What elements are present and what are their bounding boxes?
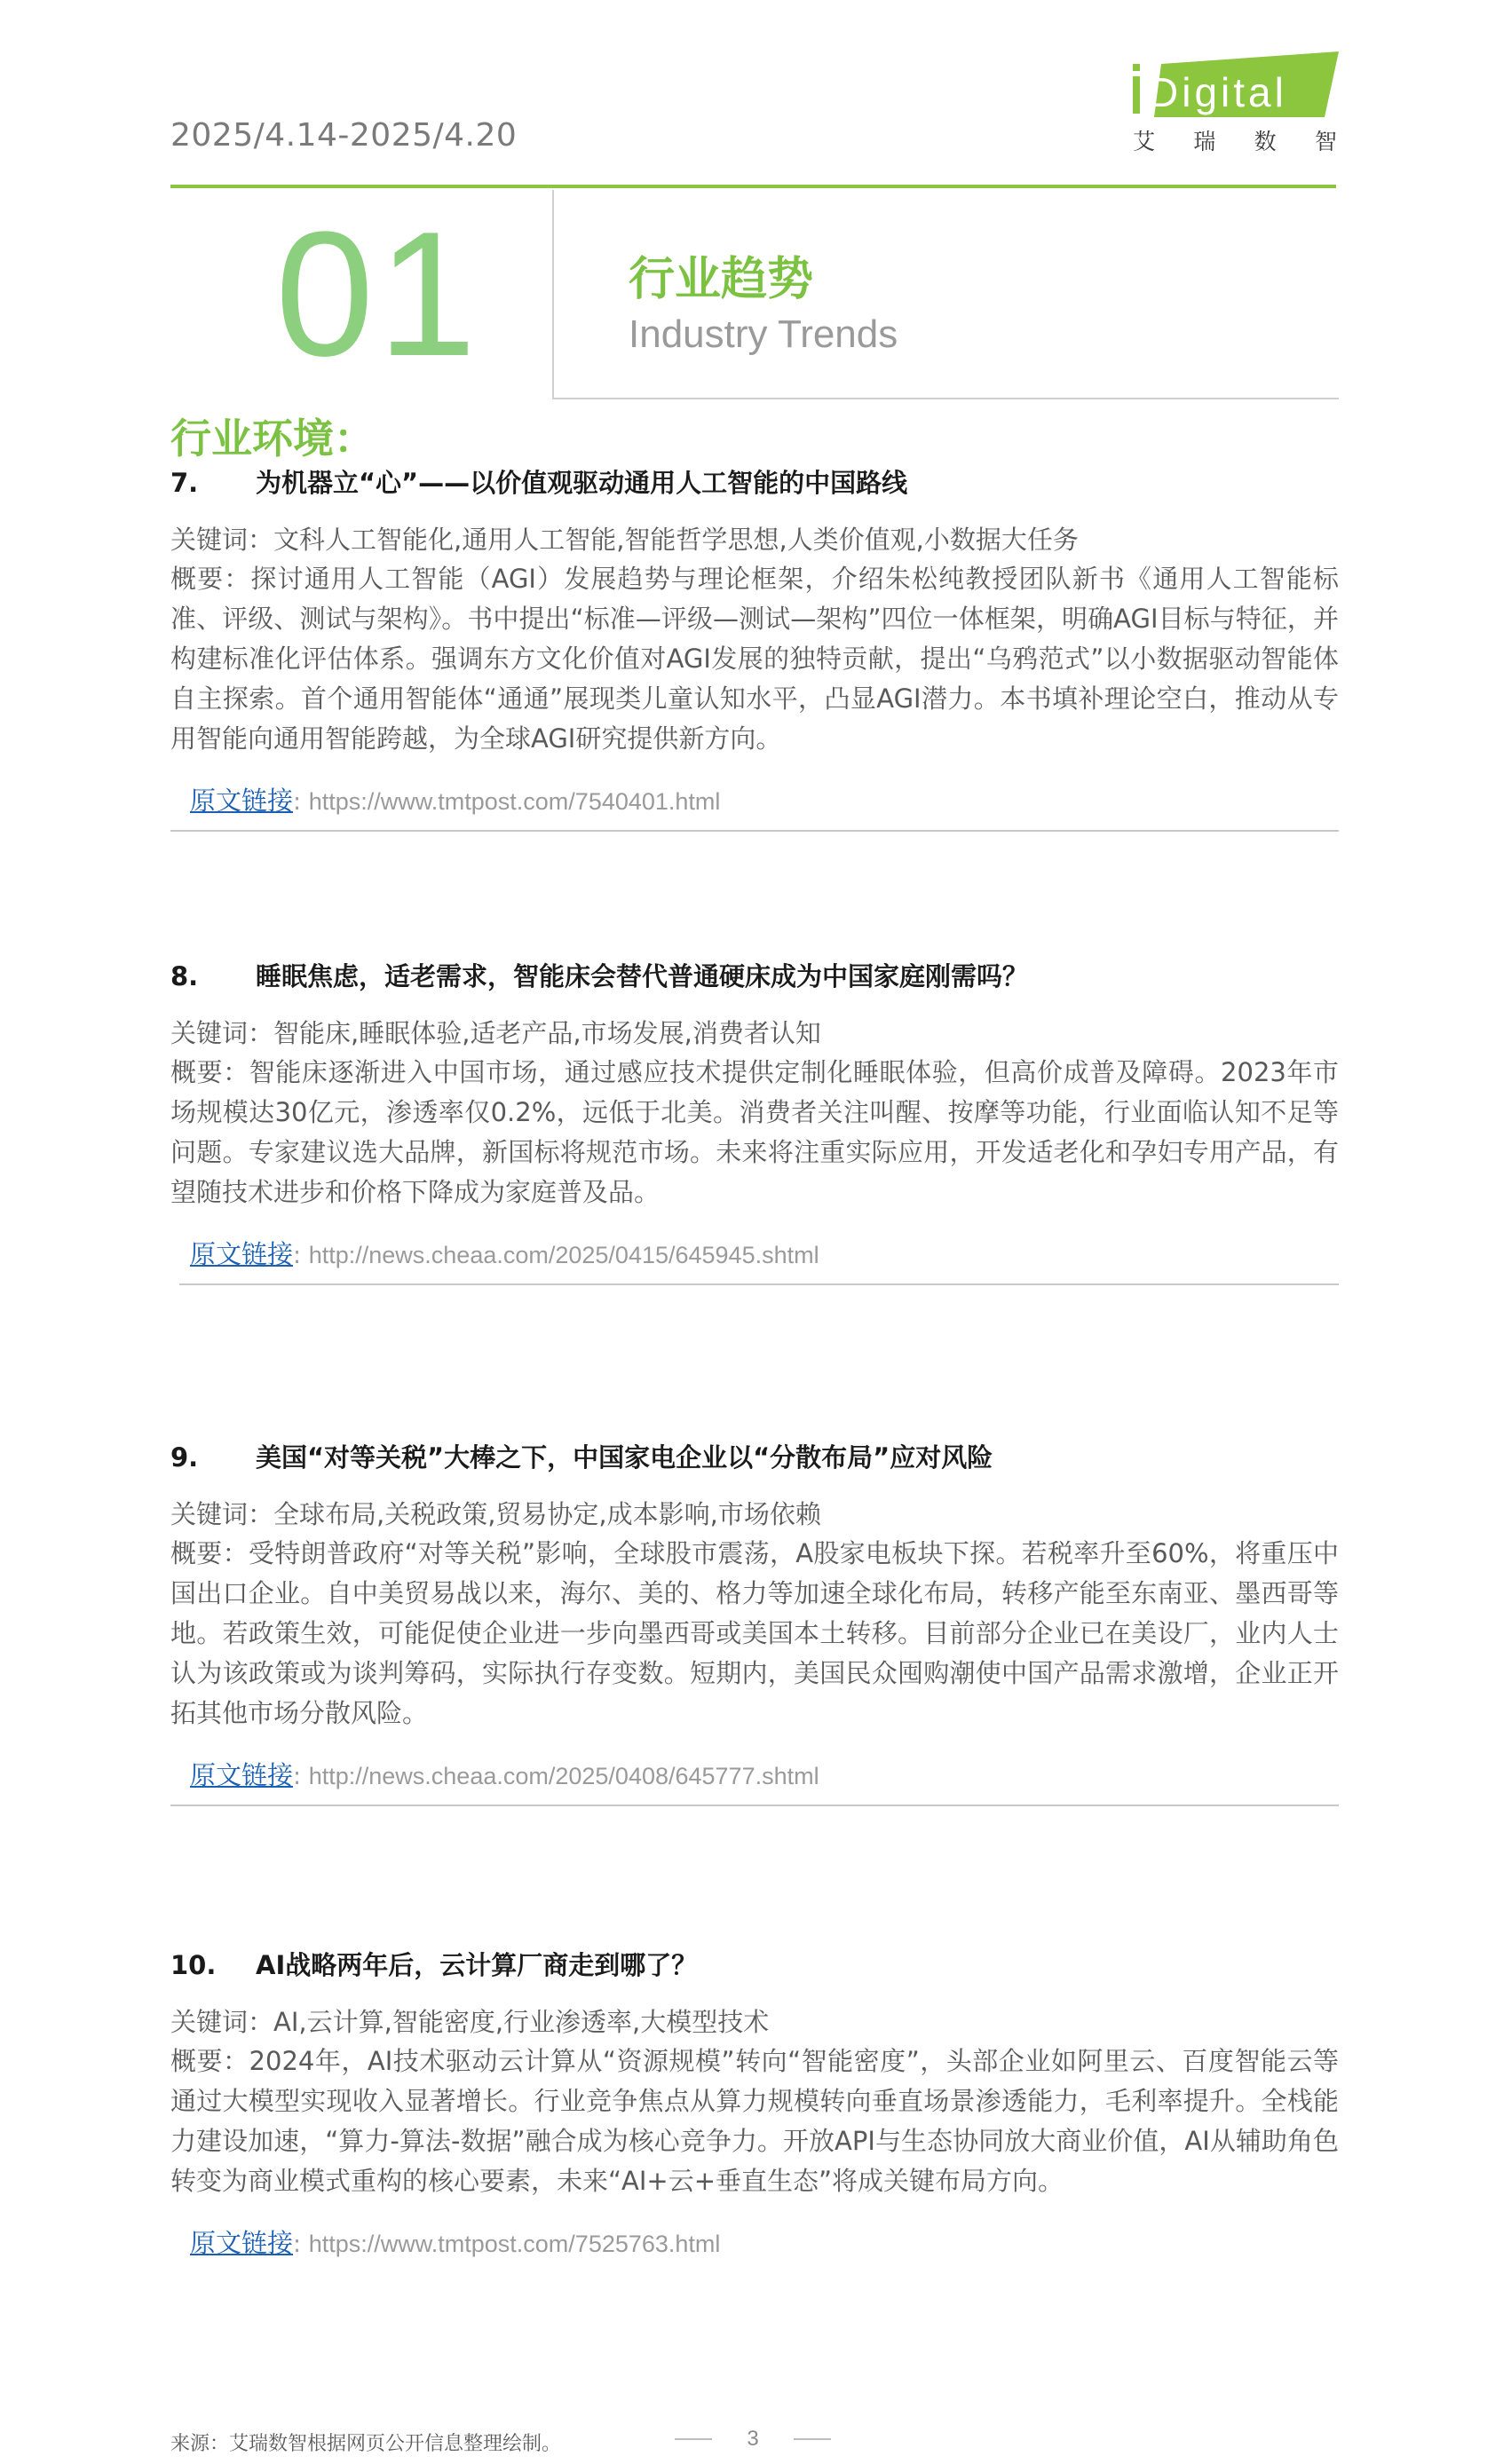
link-separator: : xyxy=(293,1242,302,1269)
industry-environment-heading: 行业环境： xyxy=(170,415,375,462)
page-number-dash xyxy=(675,2438,712,2440)
article-title xyxy=(170,1944,1339,1986)
link-separator: : xyxy=(293,2231,302,2258)
article-title-text: 美国“对等关税”大棒之下，中国家电企业以“分散布局”应对风险 xyxy=(256,1442,993,1473)
article-link-row xyxy=(170,780,1339,821)
section-title-cn: 行业趋势 xyxy=(629,253,814,306)
logo-wordmark: Digital xyxy=(1149,69,1287,115)
original-link-button[interactable]: 原文链接 xyxy=(190,2228,294,2258)
article-url-link[interactable]: http://news.cheaa.com/2025/0415/645945.shtml xyxy=(308,1242,819,1268)
article-title xyxy=(170,1436,1339,1479)
article-number: 7. xyxy=(170,468,199,498)
logo-tagline xyxy=(1133,124,1337,156)
section-bottom-rule xyxy=(552,398,1339,399)
article-number: 8. xyxy=(170,961,199,991)
logo-tagline-char: 数 xyxy=(1254,129,1277,154)
date-range: 2025/4.14-2025/4.20 xyxy=(170,117,518,154)
article-link-row xyxy=(170,1234,1339,1275)
article-divider xyxy=(170,830,1339,832)
article-number: 10. xyxy=(170,1950,217,1980)
article-keywords: 关键词：全球布局,关税政策,贸易协定,成本影响,市场依赖 xyxy=(170,1499,821,1529)
link-separator: : xyxy=(293,1763,302,1790)
article-url-link[interactable]: https://www.tmtpost.com/7540401.html xyxy=(308,788,721,815)
link-separator: : xyxy=(293,788,302,816)
article-divider xyxy=(179,1283,1339,1285)
article-url-link[interactable]: http://news.cheaa.com/2025/0408/645777.shtml xyxy=(308,1763,819,1789)
original-link-button[interactable]: 原文链接 xyxy=(190,1239,294,1269)
section-number: 01 xyxy=(275,195,480,393)
article-item xyxy=(170,1944,1339,2263)
article-title xyxy=(170,462,1339,504)
article-summary: 概要：受特朗普政府“对等关税”影响，全球股市震荡，A股家电板块下探。若税率升至60%，将重压中国出口企业。自中美贸易战以来，海尔、美的、格力等加速全球化布局，转移产能至东南亚、墨西哥等地。若政策生效，可能促使企业进一步向墨西哥或美国本土转移。目前部分企业已在美设厂，业内人士认为该政策或为谈判筹码，实际执行存变数。短期内，美国民众囤购潮使中国产品需求激增，企业正开拓其他市场分散风险。 xyxy=(170,1538,1339,1728)
page-number xyxy=(675,2423,831,2455)
section-title-en: Industry Trends xyxy=(629,312,898,356)
logo-tagline-char: 艾 xyxy=(1133,129,1156,154)
article-title xyxy=(170,955,1339,998)
article-keywords: 关键词：智能床,睡眠体验,适老产品,市场发展,消费者认知 xyxy=(170,1018,821,1048)
logo-tagline-char: 瑞 xyxy=(1193,129,1216,154)
original-link-button[interactable]: 原文链接 xyxy=(190,786,294,816)
article-title-text: AI战略两年后，云计算厂商走到哪了？ xyxy=(256,1950,698,1980)
article-item xyxy=(170,955,1339,1285)
article-item xyxy=(170,1436,1339,1806)
article-keywords: 关键词：文科人工智能化,通用人工智能,智能哲学思想,人类价值观,小数据大任务 xyxy=(170,525,1079,555)
article-link-row xyxy=(170,1755,1339,1796)
article-divider xyxy=(170,1805,1339,1806)
article-number: 9. xyxy=(170,1442,199,1473)
footer-source: 来源：艾瑞数智根据网页公开信息整理绘制。 xyxy=(170,2433,562,2455)
article-title-text: 睡眠焦虑，适老需求，智能床会替代普通硬床成为中国家庭刚需吗？ xyxy=(256,961,1029,991)
article-summary: 概要：2024年，AI技术驱动云计算从“资源规模”转向“智能密度”，头部企业如阿里云、百度智能云等通过大模型实现收入显著增长。行业竞争焦点从算力规模转向垂直场景渗透能力，毛利率提升。全栈能力建设加速，“算力-算法-数据”融合成为核心竞争力。开放API与生态协同放大商业价值，AI从辅助角色转变为商业模式重构的核心要素，未来“AI+云+垂直生态”将成关键布局方向。 xyxy=(170,2046,1339,2196)
header-rule xyxy=(170,185,1336,188)
article-summary: 概要：智能床逐渐进入中国市场，通过感应技术提供定制化睡眠体验，但高价成普及障碍。2023年市场规模达30亿元，渗透率仅0.2%，远低于北美。消费者关注叫醒、按摩等功能，行业面临认知不足等问题。专家建议选大品牌，新国标将规范市场。未来将注重实际应用，开发适老化和孕妇专用产品，有望随技术进步和价格下降成为家庭普及品。 xyxy=(170,1057,1339,1207)
original-link-button[interactable]: 原文链接 xyxy=(190,1760,294,1790)
article-url-link[interactable]: https://www.tmtpost.com/7525763.html xyxy=(308,2231,721,2257)
article-summary: 概要：探讨通用人工智能（AGI）发展趋势与理论框架，介绍朱松纯教授团队新书《通用人工智能标准、评级、测试与架构》。书中提出“标准—评级—测试—架构”四位一体框架，明确AGI目标与特征，并构建标准化评估体系。强调东方文化价值对AGI发展的独特贡献，提出“乌鸦范式”以小数据驱动智能体自主探索。首个通用智能体“通通”展现类儿童认知水平，凸显AGI潜力。本书填补理论空白，推动从专用智能向通用智能跨越，为全球AGI研究提供新方向。 xyxy=(170,564,1339,754)
page-number-value: 3 xyxy=(747,2427,759,2451)
article-item xyxy=(170,462,1339,832)
page-number-dash xyxy=(794,2438,831,2440)
article-link-row xyxy=(170,2223,1339,2263)
logo-tagline-char: 智 xyxy=(1314,129,1337,154)
article-keywords: 关键词：AI,云计算,智能密度,行业渗透率,大模型技术 xyxy=(170,2007,770,2037)
section-divider xyxy=(552,190,554,399)
article-title-text: 为机器立“心”——以价值观驱动通用人工智能的中国路线 xyxy=(256,468,908,498)
